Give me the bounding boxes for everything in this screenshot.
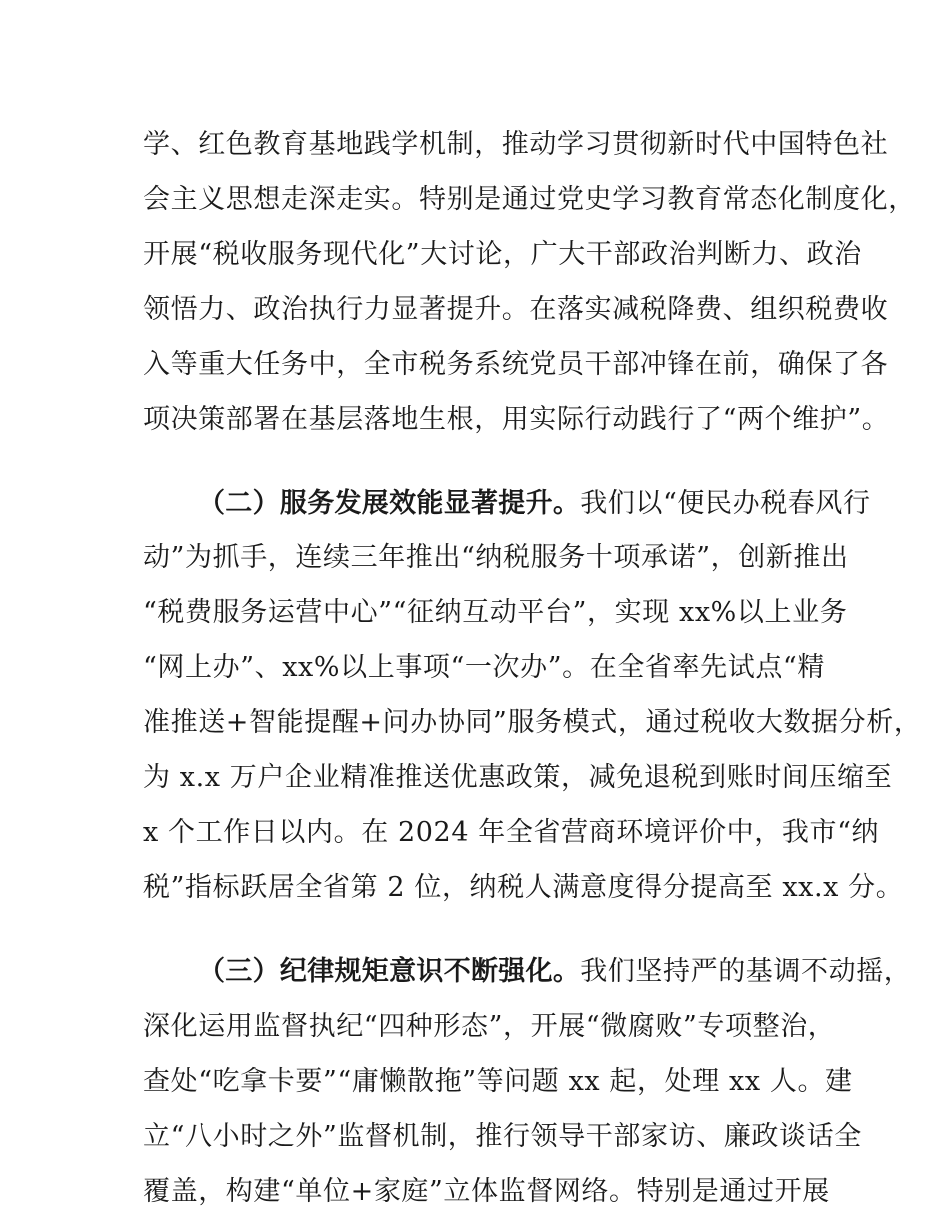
paragraph2-line-3: “税费服务运营中心”“征纳互动平台”，实现 xx%以上业务 <box>143 597 848 628</box>
paragraph2-line-5: 准推送+智能提醒+问办协同”服务模式，通过税收大数据分析， <box>143 707 922 738</box>
paragraph2-line-4: “网上办”、xx%以上事项“一次办”。在全省率先试点“精 <box>143 652 825 683</box>
paragraph2-line-6: 为 x.x 万户企业精准推送优惠政策，减免退税到账时间压缩至 <box>143 762 893 793</box>
paragraph3-line-5: 覆盖，构建“单位+家庭”立体监督网络。特别是通过开展 <box>143 1176 830 1207</box>
paragraph3-line-3: 查处“吃拿卡要”“庸懒散拖”等问题 xx 起，处理 xx 人。建 <box>143 1066 853 1097</box>
paragraph2-line-7: x 个工作日以内。在 2024 年全省营商环境评价中，我市“纳 <box>143 817 880 848</box>
paragraph1-line-5: 入等重大任务中，全市税务系统党员干部冲锋在前，确保了各 <box>143 349 889 380</box>
paragraph3-line-2: 深化运用监督执纪“四种形态”，开展“微腐败”专项整治， <box>143 1011 836 1042</box>
paragraph1-line-3: 开展“税收服务现代化”大讨论，广大干部政治判断力、政治 <box>143 239 862 270</box>
paragraph1-line-2: 会主义思想走深走实。特别是通过党史学习教育常态化制度化， <box>143 184 916 215</box>
paragraph3-line-1-text: 我们坚持严的基调不动摇， <box>580 956 912 987</box>
paragraph2-line-1-text: 我们以“便民办税春风行 <box>580 488 871 519</box>
paragraph3-line-4: 立“八小时之外”监督机制，推行领导干部家访、廉政谈话全 <box>143 1121 862 1152</box>
paragraph2-heading: （二）服务发展效能显著提升。 <box>198 488 581 519</box>
paragraph2-line-2: 动”为抓手，连续三年推出“纳税服务十项承诺”，创新推出 <box>143 542 849 573</box>
paragraph1-line-6: 项决策部署在基层落地生根，用实际行动践行了“两个维护”。 <box>143 404 890 435</box>
paragraph1-line-4: 领悟力、政治执行力显著提升。在落实减税降费、组织税费收 <box>143 294 889 325</box>
paragraph3-line-1 <box>198 954 912 990</box>
paragraph3-heading: （三）纪律规矩意识不断强化。 <box>198 956 581 987</box>
paragraph2-line-1 <box>198 486 871 522</box>
paragraph2-line-8: 税”指标跃居全省第 2 位，纳税人满意度得分提高至 xx.x 分。 <box>143 872 904 903</box>
paragraph1-line-1: 学、红色教育基地践学机制，推动学习贯彻新时代中国特色社 <box>143 129 889 160</box>
